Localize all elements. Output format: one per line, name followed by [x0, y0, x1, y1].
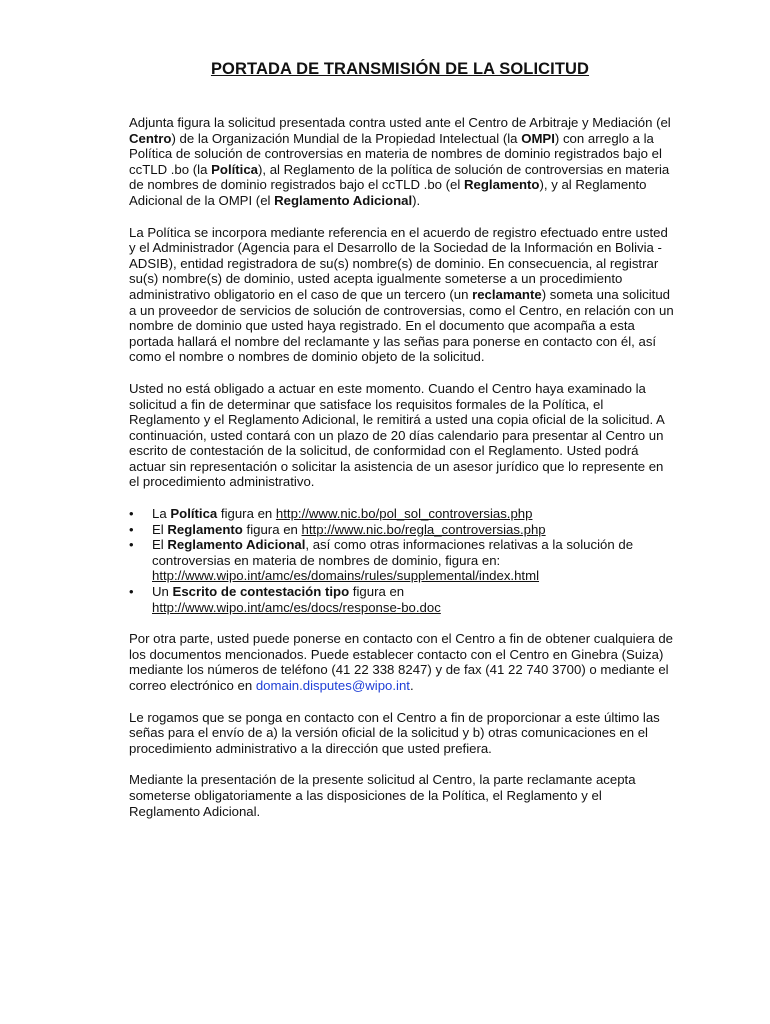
term-reglamento-adicional: Reglamento Adicional	[274, 192, 413, 208]
bullet-icon: •	[129, 537, 134, 553]
document-body	[129, 115, 674, 835]
text-run: ), al Reglamento de la política de solución de controversias en materia de nombres de dominio registrados bajo el ccTLD .bo (el	[129, 161, 670, 193]
text-run: ) someta una solicitud a un proveedor de servicios de solución de controversias, como el Centro, en relación con un nombre de dominio que usted haya registrado. En el documento que acompaña a esta portada hallará el nombre del reclamante y las señas para ponerse en contacto con él, así como el nombre o nombres de dominio objeto de la solicitud.	[129, 286, 674, 365]
paragraph-policy	[129, 225, 674, 365]
text-run: ).	[412, 192, 421, 208]
resource-list	[129, 506, 674, 615]
text-run: La	[152, 506, 171, 522]
item-term: Reglamento	[167, 521, 243, 537]
reglamento-adicional-link[interactable]: http://www.wipo.int/amc/es/domains/rules/supplemental/index.html	[152, 568, 540, 584]
text-run: figura en	[349, 584, 405, 600]
term-centro: Centro	[129, 130, 172, 146]
term-reclamante: reclamante	[472, 286, 542, 302]
paragraph-address-request: Le rogamos que se ponga en contacto con el Centro a fin de proporcionar a este último las señas para el envío de a) la versión oficial de la solicitud y b) otras comunicaciones en el procedimiento administrativo a la dirección que usted prefiera.	[129, 709, 660, 756]
text-run: ), y al Reglamento Adicional de la OMPI (el	[129, 177, 647, 208]
paragraph-intro	[129, 115, 674, 209]
text-run: La Política se incorpora mediante referencia en el acuerdo de registro efectuado entre usted y el Administrador (Agencia para el Desarrollo de la Sociedad de la Información en Bolivia - ADSIB), entidad registradora de su(s) nombre(s) de dominio. En consecuencia, al registrar su(s) nombre(s) de dominio, usted acepta igualmente someterse a un procedimiento administrativo obligatorio en el caso de que un tercero (un	[129, 224, 668, 302]
list-item	[129, 537, 674, 584]
text-run: ) de la Organización Mundial de la Propiedad Intelectual (la	[171, 130, 522, 146]
text-run: Adjunta figura la solicitud presentada contra usted ante el Centro de Arbitraje y Mediación (el	[129, 115, 671, 130]
text-run: figura en	[242, 521, 302, 537]
item-term: Política	[170, 506, 218, 522]
bullet-icon: •	[129, 506, 134, 522]
term-politica: Política	[211, 161, 258, 177]
paragraph-no-action: Usted no está obligado a actuar en este momento. Cuando el Centro haya examinado la solicitud a fin de determinar que satisface los requisitos formales de la Política, el Reglamento y el Reglamento Adicional, le remitirá a usted una copia oficial de la solicitud. A continuación, usted contará con un plazo de 20 días calendario para presentar al Centro un escrito de contestación de la solicitud, de conformidad con el Reglamento. Usted podrá actuar sin representación o solicitar la asistencia de un asesor jurídico que lo represente en el procedimiento administrativo.	[129, 380, 665, 490]
bullet-icon: •	[129, 584, 134, 600]
document-title: PORTADA DE TRANSMISIÓN DE LA SOLICITUD	[210, 60, 590, 78]
term-reglamento: Reglamento	[464, 177, 540, 193]
text-run: ) con arreglo a la Política de solución de controversias en materia de nombres de dominio registrados bajo el ccTLD .bo (la	[129, 130, 662, 177]
text-run: El	[152, 537, 168, 553]
text-run: Por otra parte, usted puede ponerse en contacto con el Centro a fin de obtener cualquiera de los documentos mencionados. Puede establecer contacto con el Centro en Ginebra (Suiza) mediante los números de teléfono (41 22 338 8247) y de fax (41 22 740 3700) o mediante el correo electrónico en	[129, 631, 673, 693]
bullet-icon: •	[129, 521, 134, 537]
paragraph-submission: Mediante la presentación de la presente solicitud al Centro, la parte reclamante acepta someterse obligatoriamente a las disposiciones de la Política, el Reglamento y el Reglamento Adicional.	[129, 772, 636, 819]
text-run: El	[152, 521, 168, 537]
email-link[interactable]: domain.disputes@wipo.int	[255, 678, 410, 693]
list-item	[129, 506, 674, 522]
text-run: , así como otras informaciones relativas a la solución de controversias en materia de nombres de dominio, figura en:	[152, 537, 634, 568]
paragraph-contact	[129, 631, 674, 693]
item-term: Escrito de contestación tipo	[172, 584, 350, 600]
text-run: Un	[152, 584, 173, 600]
text-run: .	[409, 678, 414, 693]
term-ompi: OMPI	[521, 130, 555, 146]
list-item	[129, 584, 674, 615]
politica-link[interactable]: http://www.nic.bo/pol_sol_controversias.php	[275, 506, 533, 522]
list-item	[129, 522, 674, 538]
response-template-link[interactable]: http://www.wipo.int/amc/es/docs/response-bo.doc	[152, 599, 441, 615]
reglamento-link[interactable]: http://www.nic.bo/regla_controversias.php	[301, 521, 546, 537]
text-run: figura en	[217, 506, 276, 522]
item-term: Reglamento Adicional	[167, 537, 306, 553]
